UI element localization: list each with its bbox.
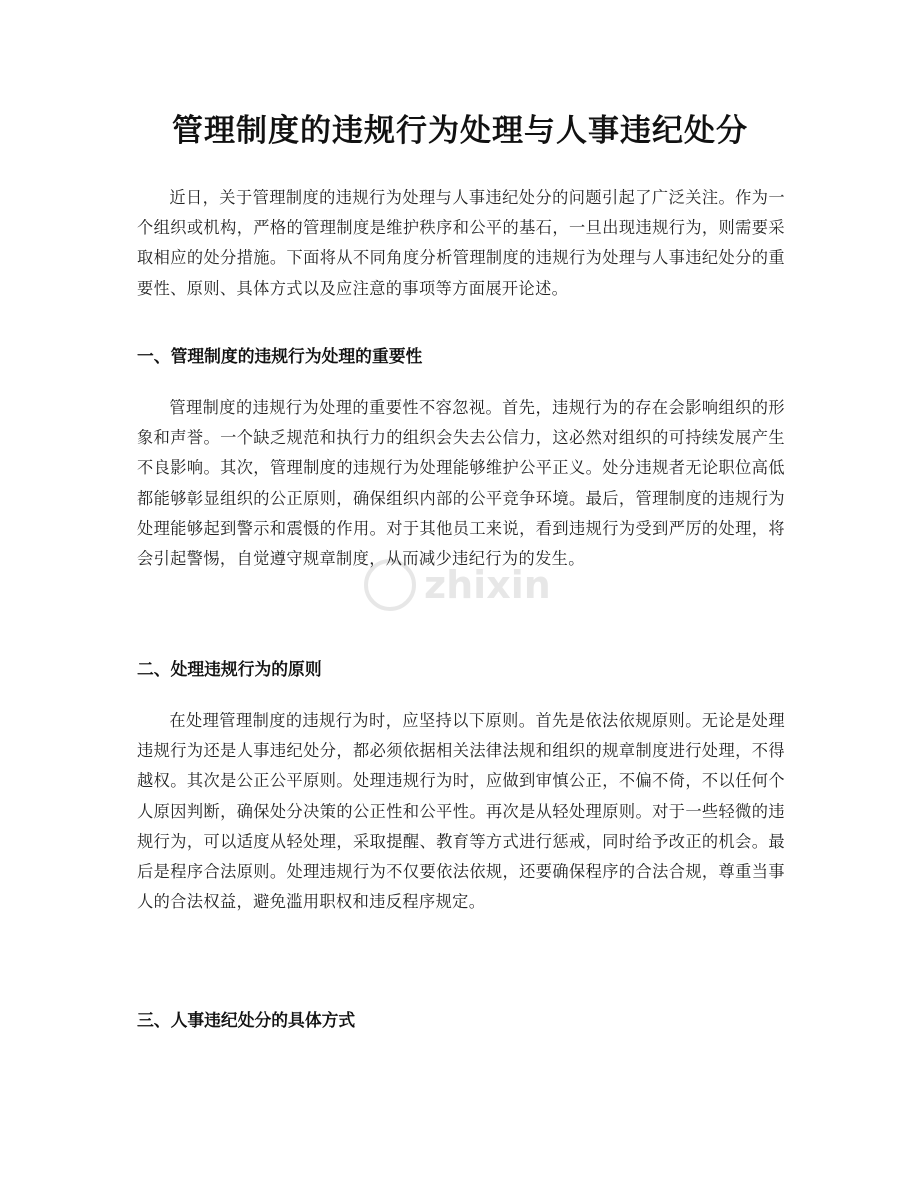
section-heading-3: 三、人事违纪处分的具体方式: [137, 1010, 356, 1030]
section-heading-2: 二、处理违规行为的原则: [137, 659, 322, 679]
watermark-text: zhixin: [424, 563, 551, 607]
document-title: 管理制度的违规行为处理与人事违纪处分: [172, 113, 748, 149]
section-body-1: 管理制度的违规行为处理的重要性不容忽视。首先，违规行为的存在会影响组织的形象和声誉。一个缺乏规范和执行力的组织会失去公信力，这必然对组织的可持续发展产生不良影响。其次，管理制度的违规行为处理能够维护公平正义。处分违规者无论职位高低都能够彰显组织的公正原则，确保组织内部的公平竞争环境。最后，管理制度的违规行为处理能够起到警示和震慑的作用。对于其他员工来说，看到违规行为受到严厉的处理，将会引起警惕，自觉遵守规章制度，从而减少违纪行为的发生。: [137, 398, 785, 569]
section-body-2: 在处理管理制度的违规行为时，应坚持以下原则。首先是依法依规原则。无论是处理违规行为还是人事违纪处分，都必须依据相关法律法规和组织的规章制度进行处理，不得越权。其次是公正公平原则。处理违规行为时，应做到审慎公正，不偏不倚，不以任何个人原因判断，确保处分决策的公正性和公平性。再次是从轻处理原则。对于一些轻微的违规行为，可以适度从轻处理，采取提醒、教育等方式进行惩戒，同时给予改正的机会。最后是程序合法原则。处理违规行为不仅要依法依规，还要确保程序的合法合规，尊重当事人的合法权益，避免滥用职权和违反程序规定。: [137, 711, 785, 912]
section-heading-1: 一、管理制度的违规行为处理的重要性: [137, 346, 423, 366]
intro-paragraph: 近日，关于管理制度的违规行为处理与人事违纪处分的问题引起了广泛关注。作为一个组织或机构，严格的管理制度是维护秩序和公平的基石，一旦出现违规行为，则需要采取相应的处分措施。下面将从不同角度分析管理制度的违规行为处理与人事违纪处分的重要性、原则、具体方式以及应注意的事项等方面展开论述。: [137, 188, 785, 298]
